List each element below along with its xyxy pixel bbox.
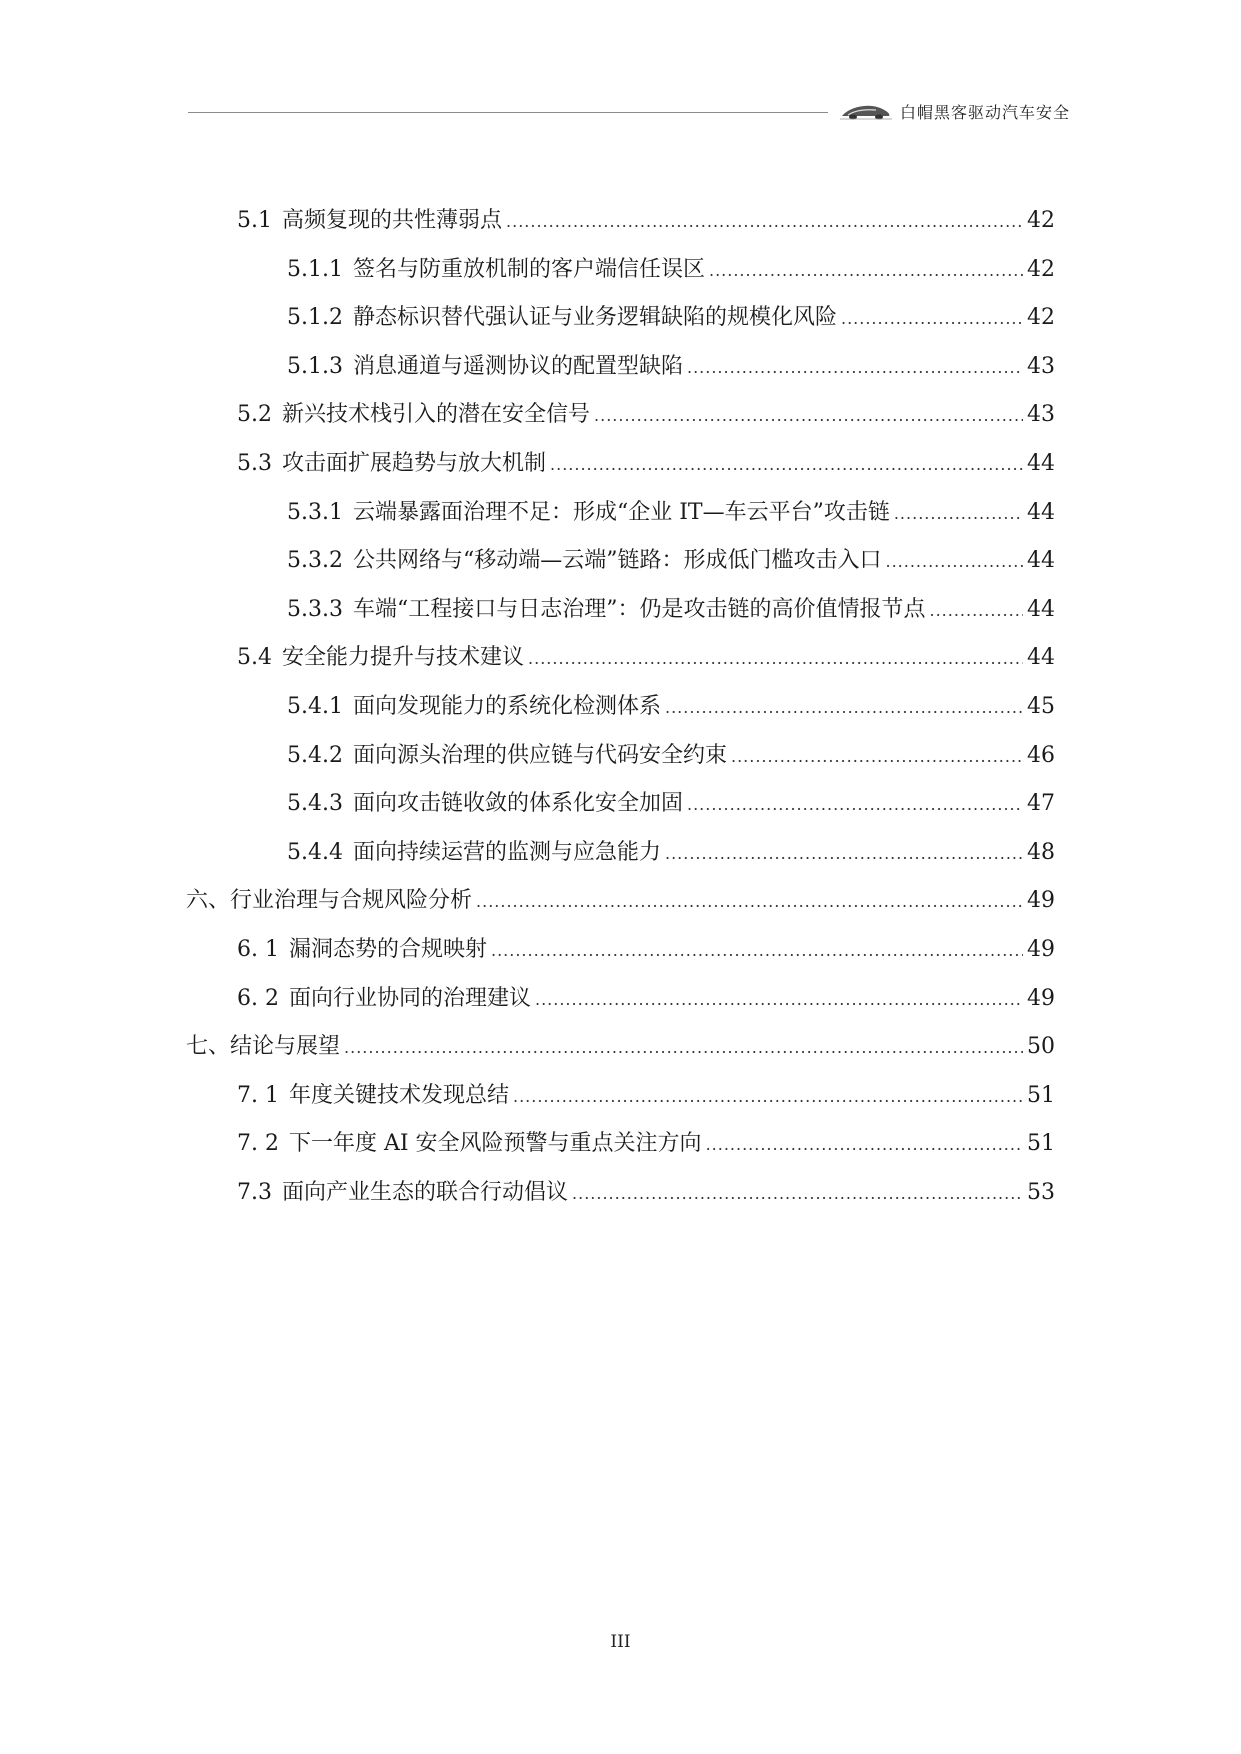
toc-entry-page: 44 — [1027, 597, 1055, 622]
toc-dot-leader — [550, 448, 1023, 482]
toc-entry-number: 5.4.4 — [287, 840, 343, 865]
toc-dot-leader — [344, 1031, 1023, 1065]
toc-dot-leader — [841, 302, 1023, 336]
toc-entry-number: 7. 2 — [237, 1131, 279, 1156]
toc-entry[interactable] — [237, 641, 1055, 675]
toc-entry-number: 5.3.1 — [287, 500, 343, 525]
toc-entry-page: 51 — [1027, 1083, 1055, 1108]
toc-entry-number: 5.3.3 — [287, 597, 343, 622]
toc-entry-number: 5.3 — [237, 451, 272, 476]
toc-entry-page: 47 — [1027, 791, 1055, 816]
toc-entry-page: 43 — [1027, 402, 1055, 427]
toc-entry-page: 42 — [1027, 305, 1055, 330]
toc-entry[interactable] — [287, 690, 1055, 724]
toc-entry-number: 5.1.2 — [287, 305, 343, 330]
toc-entry-page: 49 — [1027, 888, 1055, 913]
toc-entry[interactable] — [237, 933, 1055, 967]
toc-entry-page: 53 — [1027, 1180, 1055, 1205]
toc-entry-title: 新兴技术栈引入的潜在安全信号 — [282, 402, 591, 427]
toc-entry-number: 7.3 — [237, 1180, 272, 1205]
toc-entry[interactable] — [186, 1030, 1055, 1064]
toc-dot-leader — [665, 691, 1023, 725]
toc-entry[interactable] — [237, 1127, 1055, 1161]
toc-entry-title: 消息通道与遥测协议的配置型缺陷 — [352, 354, 683, 379]
toc-entry[interactable] — [287, 350, 1055, 384]
toc-entry[interactable] — [186, 884, 1055, 918]
toc-entry-number: 5.1 — [237, 208, 272, 233]
toc-entry-page: 45 — [1027, 694, 1055, 719]
toc-entry[interactable] — [287, 253, 1055, 287]
toc-entry-title: 面向行业协同的治理建议 — [288, 986, 531, 1011]
toc-entry-title: 高频复现的共性薄弱点 — [282, 208, 503, 233]
toc-dot-leader — [535, 983, 1023, 1017]
toc-entry-title: 车端“工程接口与日志治理”：仍是攻击链的高价值情报节点 — [352, 597, 926, 622]
toc-entry-number: 5.4.2 — [287, 743, 343, 768]
toc-entry-title: 结论与展望 — [230, 1034, 341, 1059]
toc-entry-page: 44 — [1027, 645, 1055, 670]
toc-entry-title: 漏洞态势的合规映射 — [288, 937, 487, 962]
toc-entry-page: 49 — [1027, 937, 1055, 962]
toc-entry-number: 六、 — [186, 888, 231, 913]
toc-entry-title: 面向源头治理的供应链与代码安全约束 — [352, 743, 727, 768]
toc-dot-leader — [709, 254, 1023, 288]
toc-entry-page: 49 — [1027, 986, 1055, 1011]
toc-entry-number: 5.2 — [237, 402, 272, 427]
toc-entry[interactable] — [237, 447, 1055, 481]
toc-dot-leader — [506, 205, 1023, 239]
toc-entry-number: 6. 2 — [237, 986, 279, 1011]
toc-entry-page: 46 — [1027, 743, 1055, 768]
toc-entry-title: 面向产业生态的联合行动倡议 — [282, 1180, 569, 1205]
toc-dot-leader — [572, 1177, 1023, 1211]
toc-entry[interactable] — [237, 398, 1055, 432]
toc-entry[interactable] — [287, 301, 1055, 335]
toc-dot-leader — [687, 351, 1023, 385]
toc-entry-page: 48 — [1027, 840, 1055, 865]
toc-entry-title: 行业治理与合规风险分析 — [230, 888, 473, 913]
toc-entry-title: 云端暴露面治理不足：形成“企业 IT—车云平台”攻击链 — [352, 500, 890, 525]
toc-entry[interactable] — [237, 982, 1055, 1016]
toc-entry[interactable] — [237, 204, 1055, 238]
toc-entry[interactable] — [287, 739, 1055, 773]
toc-entry-page: 44 — [1027, 548, 1055, 573]
toc-entry[interactable] — [287, 836, 1055, 870]
toc-dot-leader — [929, 594, 1023, 628]
toc-dot-leader — [894, 497, 1023, 531]
toc-dot-leader — [513, 1080, 1023, 1114]
toc-entry[interactable] — [237, 1176, 1055, 1210]
toc-dot-leader — [491, 934, 1023, 968]
toc-entry-number: 5.4 — [237, 645, 272, 670]
toc-dot-leader — [731, 740, 1023, 774]
toc-dot-leader — [706, 1128, 1023, 1162]
toc-entry-number: 5.4.3 — [287, 791, 343, 816]
toc-entry-page: 50 — [1027, 1034, 1055, 1059]
toc-entry-page: 44 — [1027, 451, 1055, 476]
toc-dot-leader — [528, 642, 1023, 676]
header-title: 白帽黑客驱动汽车安全 — [900, 103, 1071, 122]
toc-entry-number: 7. 1 — [237, 1083, 279, 1108]
toc-entry[interactable] — [287, 593, 1055, 627]
toc-entry-number: 5.1.3 — [287, 354, 343, 379]
toc-entry-title: 年度关键技术发现总结 — [288, 1083, 509, 1108]
toc-entry-number: 6. 1 — [237, 937, 279, 962]
toc-entry-title: 面向发现能力的系统化检测体系 — [352, 694, 661, 719]
toc-entry[interactable] — [237, 1079, 1055, 1113]
toc-entry-number: 七、 — [186, 1034, 231, 1059]
toc-entry[interactable] — [287, 787, 1055, 821]
toc-dot-leader — [885, 545, 1023, 579]
toc-entry-title: 公共网络与“移动端—云端”链路：形成低门槛攻击入口 — [352, 548, 882, 573]
toc-entry-title: 面向攻击链收敛的体系化安全加固 — [352, 791, 683, 816]
toc-entry-page: 44 — [1027, 500, 1055, 525]
toc-entry-title: 安全能力提升与技术建议 — [282, 645, 525, 670]
toc-dot-leader — [476, 885, 1023, 919]
toc-entry-title: 下一年度 AI 安全风险预警与重点关注方向 — [288, 1131, 702, 1156]
toc-entry-number: 5.3.2 — [287, 548, 343, 573]
toc-entry-page: 51 — [1027, 1131, 1055, 1156]
toc-entry-page: 42 — [1027, 208, 1055, 233]
toc-entry[interactable] — [287, 544, 1055, 578]
toc-entry-title: 静态标识替代强认证与业务逻辑缺陷的规模化风险 — [352, 305, 837, 330]
toc-entry-page: 42 — [1027, 257, 1055, 282]
page-number: III — [610, 1632, 631, 1652]
toc-entry-page: 43 — [1027, 354, 1055, 379]
toc-entry-number: 5.1.1 — [287, 257, 343, 282]
toc-dot-leader — [687, 788, 1023, 822]
toc-entry-title: 攻击面扩展趋势与放大机制 — [282, 451, 547, 476]
toc-entry[interactable] — [287, 496, 1055, 530]
toc-entry-number: 5.4.1 — [287, 694, 343, 719]
toc-dot-leader — [665, 837, 1023, 871]
toc-entry-title: 面向持续运营的监测与应急能力 — [352, 840, 661, 865]
toc-dot-leader — [594, 399, 1023, 433]
toc-entry-title: 签名与防重放机制的客户端信任误区 — [352, 257, 705, 282]
